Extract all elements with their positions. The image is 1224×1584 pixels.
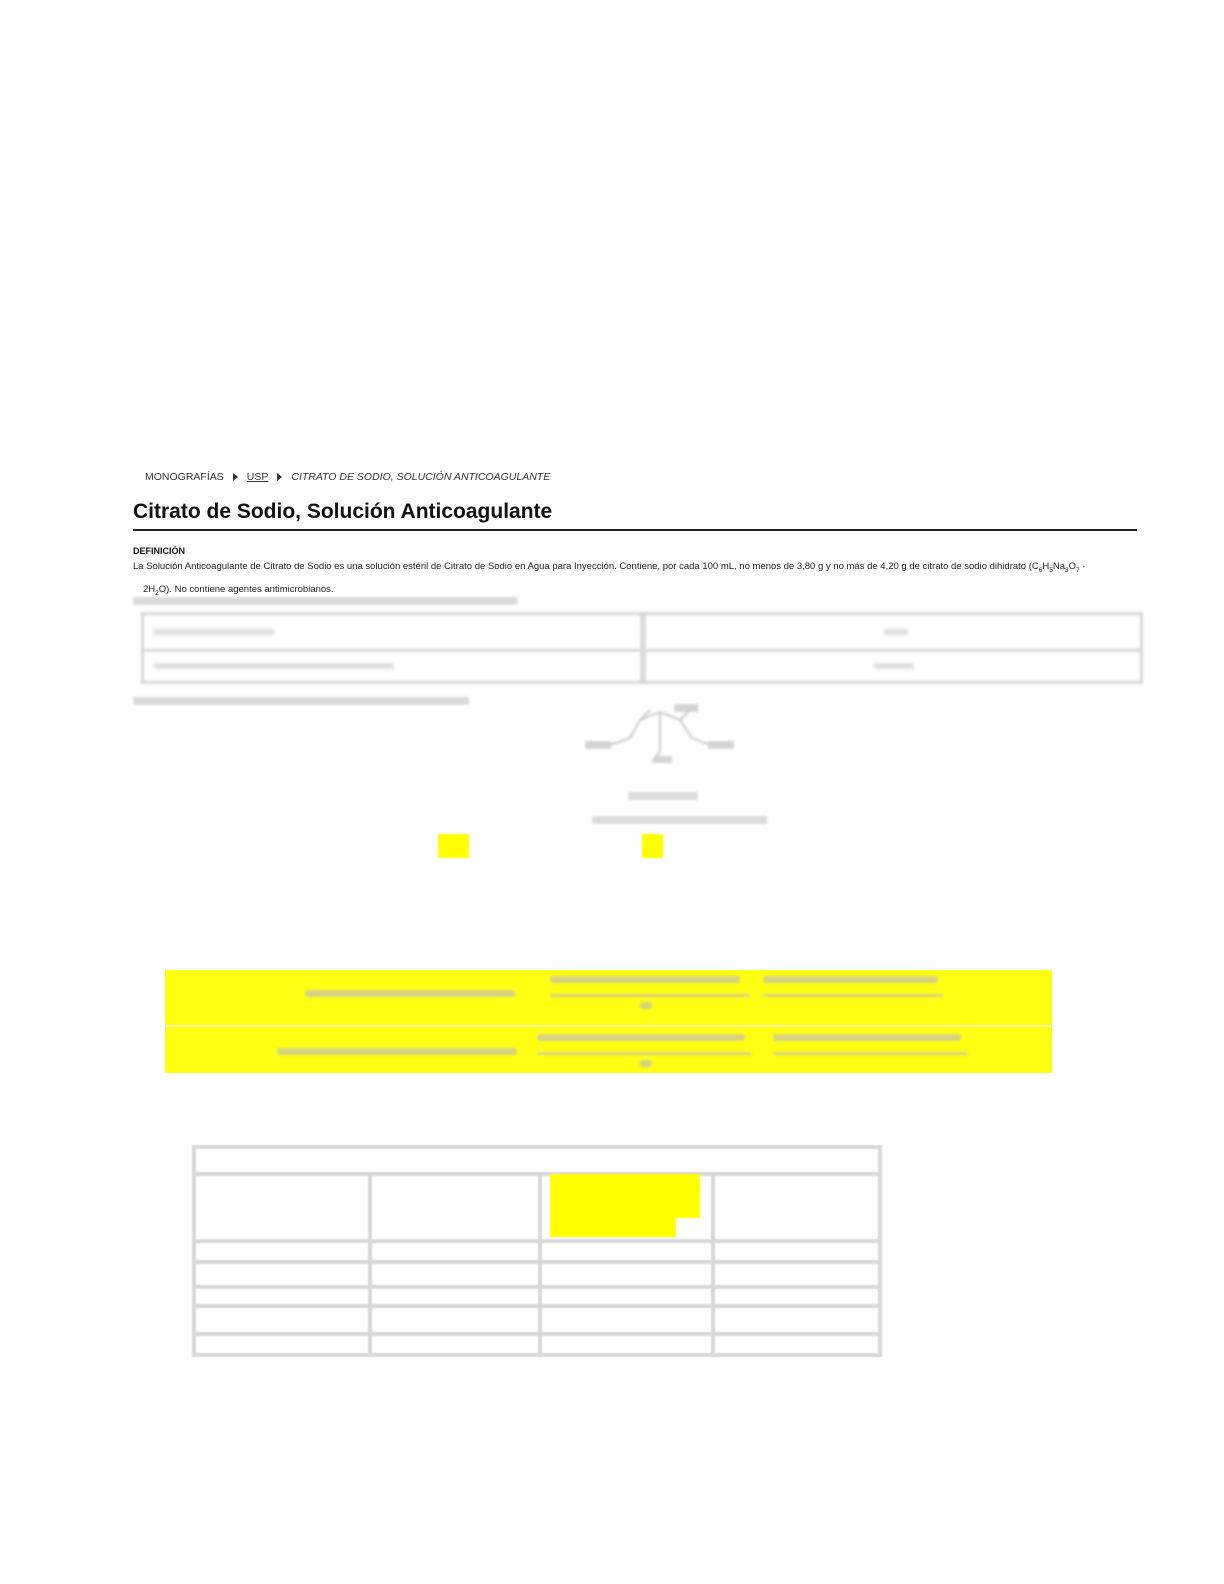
- redacted-data-table: [192, 1145, 882, 1357]
- highlighted-formula-block: [165, 970, 1052, 1073]
- table-highlight: [550, 1174, 700, 1196]
- redacted-formula-text: [773, 1034, 961, 1041]
- breadcrumb-arrow-icon: [233, 473, 238, 481]
- definition-line-2-end: O). No contiene agentes antimicrobianos.: [158, 583, 334, 595]
- table-row-divider: [196, 1172, 878, 1176]
- subscript-c: 6: [1038, 566, 1043, 574]
- table-highlight: [550, 1196, 700, 1218]
- redacted-text-line: [133, 597, 518, 605]
- redacted-structure-caption: [592, 816, 767, 824]
- subscript-o: 7: [1076, 566, 1080, 574]
- table-col-divider: [538, 1176, 542, 1353]
- chemical-structure-image: [580, 700, 740, 770]
- table-col-divider: [711, 1176, 715, 1353]
- breadcrumb-root: MONOGRAFÍAS: [145, 471, 224, 483]
- breadcrumb: [145, 471, 550, 483]
- redacted-formula-text: [550, 976, 740, 983]
- highlight-mark: [438, 834, 469, 858]
- redacted-formula-text: [537, 1034, 745, 1041]
- redacted-table: [141, 612, 1143, 684]
- redacted-cell-text: [884, 629, 908, 635]
- fraction-bar: [537, 1052, 752, 1055]
- formula-divider: [165, 1025, 1052, 1027]
- subscript-h: 5: [1049, 566, 1053, 574]
- redacted-formula-text: [305, 990, 515, 997]
- redacted-formula-text: [277, 1048, 517, 1055]
- formula-h: H: [1042, 561, 1050, 572]
- redacted-cell-text: [874, 663, 914, 669]
- highlight-mark: [642, 834, 663, 858]
- subscript-h2o: 2: [155, 589, 159, 597]
- page-title: Citrato de Sodio, Solución Anticoagulante: [133, 500, 553, 523]
- definition-text-part1: La Solución Anticoagulante de Citrato de Sodio es una solución estéril de Citrato de Sodio en Agua para Inyección. Contiene, por cada 100 mL, no menos de 3,80 g y no más de 4,20 g de citrato de sodio dihidrato (C: [133, 561, 1039, 572]
- redacted-text-line: [133, 697, 469, 705]
- formula-o: O: [1068, 561, 1077, 572]
- formula-2h: 2H: [143, 583, 156, 595]
- redacted-formula-text: [640, 1060, 652, 1067]
- redacted-table-col-divider: [640, 615, 646, 681]
- table-row-divider: [196, 1239, 878, 1243]
- redacted-cell-text: [154, 629, 274, 635]
- breadcrumb-link-usp[interactable]: USP: [246, 471, 269, 483]
- breadcrumb-current: CITRATO DE SODIO, SOLUCIÓN ANTICOAGULANTE: [291, 471, 551, 483]
- breadcrumb-arrow-icon: [277, 473, 282, 481]
- fraction-bar: [550, 994, 750, 997]
- fraction-bar: [763, 994, 943, 997]
- table-row-divider: [196, 1260, 878, 1264]
- table-row-divider: [196, 1304, 878, 1308]
- redacted-formula-text: [763, 976, 938, 983]
- redacted-structure-caption: [628, 792, 698, 800]
- definition-heading: DEFINICIÓN: [133, 546, 186, 556]
- formula-na: Na: [1052, 561, 1066, 572]
- table-col-divider: [368, 1176, 372, 1353]
- formula-dot: ·: [1079, 561, 1086, 572]
- fraction-bar: [773, 1052, 968, 1055]
- table-highlight: [550, 1218, 676, 1237]
- table-row-divider: [196, 1332, 878, 1336]
- redacted-cell-text: [154, 663, 394, 669]
- table-row-divider: [196, 1285, 878, 1289]
- subscript-na: 3: [1065, 566, 1069, 574]
- redacted-formula-text: [640, 1002, 652, 1009]
- title-divider: [133, 529, 1137, 531]
- definition-text: [133, 557, 1123, 603]
